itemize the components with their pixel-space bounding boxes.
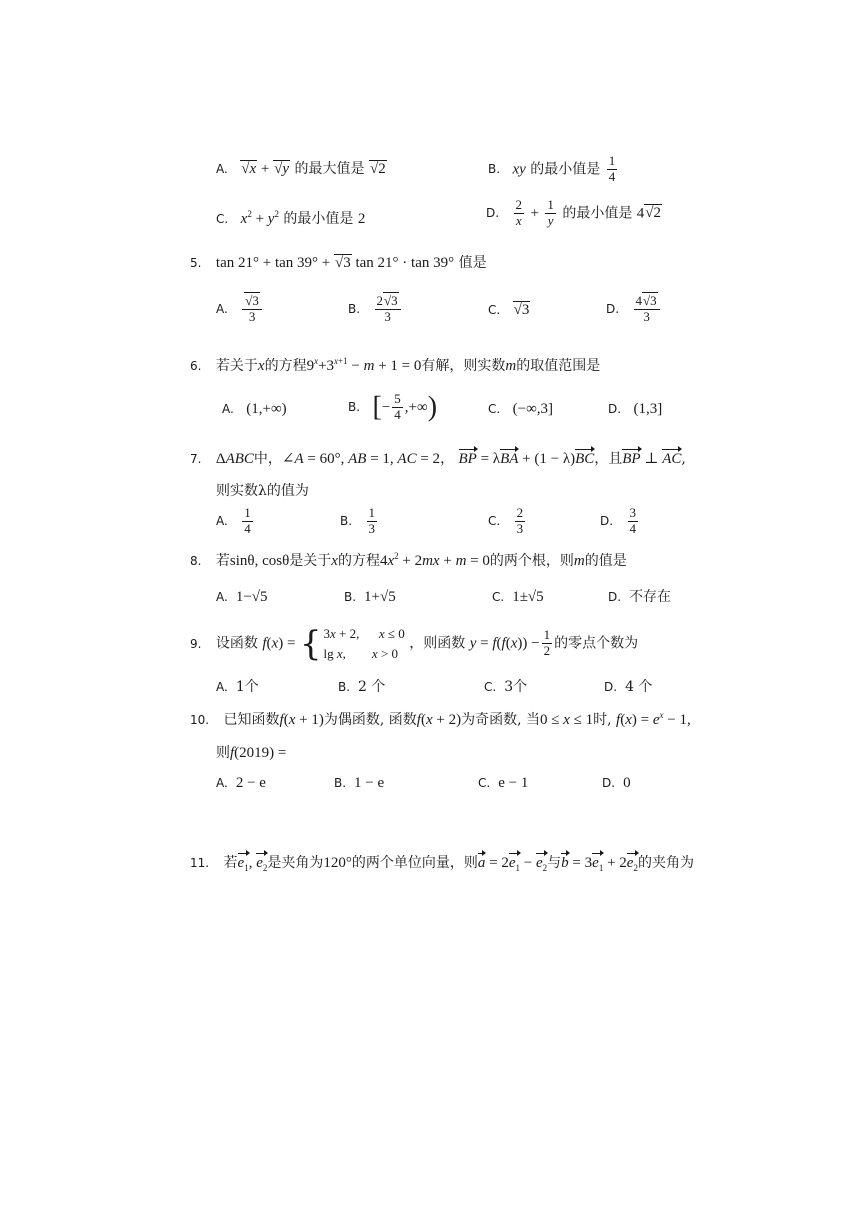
- text: 设函数: [215, 635, 258, 652]
- option-label: C.: [488, 514, 501, 529]
- fraction: $\frac{5}{4}$: [394, 391, 401, 422]
- option-label: C.: [492, 590, 505, 604]
- text: 的最小值是: [283, 211, 354, 227]
- text: 若: [215, 553, 230, 569]
- math: $x^2 + y^2$: [240, 209, 279, 227]
- q5-option-c: [488, 303, 530, 318]
- text: 的取值范围是: [516, 358, 601, 374]
- text: 的夹角为: [637, 855, 694, 871]
- math: BP ⊥ AC: [622, 451, 682, 467]
- option-label: A.: [216, 302, 228, 317]
- math: f(2019) =: [230, 745, 287, 761]
- math: xy: [512, 161, 526, 178]
- math: 1+√5: [364, 589, 396, 605]
- text: 不存在: [629, 589, 672, 605]
- text: 的方程: [264, 358, 307, 374]
- q10-option-b: [334, 776, 384, 791]
- q5-option-b: [348, 294, 403, 325]
- question-number: 7.: [190, 452, 202, 466]
- option-label: B.: [344, 590, 357, 604]
- question-number: 6.: [190, 359, 202, 373]
- option-label: A.: [216, 590, 228, 604]
- math: $4x^2 + 2mx + m = 0$: [379, 551, 490, 569]
- q10-option-d: [602, 776, 631, 791]
- question-number: 10.: [190, 713, 210, 727]
- math: √ 3: [513, 301, 531, 318]
- q4-option-a: [216, 162, 387, 177]
- question-number: 5.: [190, 256, 202, 270]
- question-6: 6. 若关于x的方程$9^x+3^{x+1} - m + 1 = 0$有解，则实数m的取值范围是: [190, 356, 601, 374]
- math: 4√ 2: [637, 204, 662, 221]
- question-10: [190, 711, 691, 728]
- text: 1个: [235, 679, 259, 695]
- text: 是夹角为: [267, 855, 324, 871]
- option-label: C.: [484, 680, 497, 694]
- question-8: 8. 若sinθ, cosθ是关于x的方程$4x^2 + 2mx + m = 0$的两个根，则m的值是: [190, 551, 627, 569]
- question-number: 9.: [190, 636, 202, 651]
- q9-option-c: [484, 680, 527, 694]
- math: (−∞,3]: [512, 401, 554, 417]
- text: 的最大值是: [294, 161, 365, 177]
- fraction: $\frac{1}{2}$: [543, 627, 551, 658]
- text: 时,: [593, 712, 612, 728]
- option-label: A.: [222, 402, 234, 416]
- math: 2: [357, 211, 366, 227]
- math: 1−√5: [235, 589, 268, 605]
- q4-option-c: [216, 210, 365, 227]
- text: 若关于: [215, 358, 258, 374]
- option-label: D.: [604, 680, 618, 694]
- math: √ 2: [369, 160, 387, 177]
- text: 是关于: [289, 553, 332, 569]
- option-label: D.: [486, 206, 500, 221]
- text: 为偶函数, 函数: [323, 712, 417, 728]
- q8-option-a: [216, 590, 268, 605]
- option-label: B.: [334, 776, 347, 790]
- option-label: C.: [488, 303, 501, 317]
- fraction: $\frac{1}{3}$: [368, 505, 375, 536]
- option-label: C.: [488, 402, 501, 416]
- option-label: A.: [216, 776, 228, 790]
- piecewise: { 3x + 2, x ≤ 0 lg x, x > 0: [299, 623, 405, 664]
- text: 3个: [504, 679, 528, 695]
- question-number: 8.: [190, 554, 202, 568]
- q10-option-a: [216, 776, 266, 791]
- math: $b = 3e_1 + 2e_2$: [561, 855, 638, 873]
- math: sinθ, cosθ: [229, 553, 290, 569]
- text: 中，: [253, 451, 282, 467]
- math: 1 − e: [354, 775, 385, 791]
- math: $e_1$, $e_2$: [237, 855, 268, 873]
- fraction: $\frac{2}{3}$: [516, 505, 524, 536]
- option-label: D.: [608, 590, 622, 604]
- text: 已知函数: [223, 712, 280, 728]
- q7-option-b: [340, 506, 379, 537]
- math: y = f(f(x)) −: [469, 635, 540, 652]
- text: 的两个根，则: [489, 553, 574, 569]
- math: $9^x+3^{x+1} - m + 1 = 0$: [306, 356, 422, 374]
- option-label: B.: [340, 514, 353, 529]
- math: ∠A = 60°, AB = 1, AC = 2: [281, 451, 441, 467]
- text: 的值是: [584, 553, 627, 569]
- text: 4 个: [625, 679, 653, 695]
- option-label: D.: [602, 776, 616, 790]
- option-label: A.: [216, 514, 228, 529]
- q9-option-b: [338, 680, 385, 694]
- math: 0 ≤ x ≤ 1: [539, 712, 594, 728]
- math: BP = λBA + (1 − λ)BC: [458, 451, 595, 467]
- math: f(x + 2): [416, 712, 462, 728]
- text: 有解，则实数: [421, 358, 506, 374]
- math: 120°: [323, 855, 352, 871]
- q6-option-d: [608, 402, 662, 417]
- option-label: B.: [348, 302, 361, 317]
- question-7: 7. ΔABC中，∠A = 60°, AB = 1, AC = 2， BP = λBA + (1 − λ)BC，且BP ⊥ AC,: [190, 451, 686, 467]
- q5-option-d: [606, 294, 662, 325]
- fraction: $\frac{2}{x}$: [515, 197, 523, 228]
- text: ，则函数: [409, 635, 466, 652]
- math: (1,3]: [633, 401, 663, 417]
- text: 的零点个数为: [554, 635, 639, 652]
- fraction: $\frac{1}{y}$: [547, 197, 554, 228]
- math: e − 1: [498, 775, 529, 791]
- question-11: [190, 856, 694, 873]
- text: 与: [547, 855, 562, 871]
- option-label: A.: [216, 680, 228, 694]
- q6-option-a: [222, 402, 287, 417]
- text: 的最小值是: [530, 161, 601, 178]
- question-5: [190, 256, 487, 271]
- fraction: √ $\frac{3}{3}$: [242, 294, 262, 325]
- option-label: D.: [606, 302, 620, 317]
- text: 的最小值是: [562, 205, 633, 222]
- text: 的两个单位向量，则: [351, 855, 478, 871]
- q7-option-d: [600, 506, 640, 537]
- math: f(x + 1): [279, 712, 324, 728]
- text: 则: [216, 745, 230, 761]
- option-label: B.: [348, 400, 361, 415]
- q6-option-b: B. [− $\frac{5}{4}$ ,+∞): [348, 391, 438, 423]
- option-label: B.: [488, 162, 501, 177]
- question-7-line-2: 则实数λ的值为: [216, 483, 309, 499]
- option-label: C.: [216, 212, 229, 226]
- fraction: $\frac{1}{4}$: [244, 505, 251, 536]
- fraction: $\frac{4√ 3}{3}$: [634, 294, 660, 325]
- text: 2 个: [358, 679, 386, 695]
- q7-option-a: [216, 506, 255, 537]
- question-10-line-2: [216, 746, 286, 761]
- option-label: C.: [478, 776, 491, 790]
- question-number: 11.: [190, 856, 210, 870]
- fraction: $\frac{2√ 3}{3}$: [375, 294, 401, 325]
- option-label: A.: [216, 162, 228, 176]
- text: ，且: [594, 451, 623, 467]
- option-label: D.: [600, 514, 614, 529]
- math: √ x + √ y: [240, 160, 290, 177]
- text: 的方程: [337, 553, 380, 569]
- math: 1±√5: [512, 589, 544, 605]
- text: 值是: [458, 255, 487, 271]
- math: 2 − e: [235, 775, 266, 791]
- q4-option-b: [488, 154, 619, 185]
- q9-option-d: [604, 680, 652, 694]
- q8-option-b: [344, 590, 396, 605]
- fraction: $\frac{3}{4}$: [629, 505, 637, 536]
- fraction: $\frac{1}{4}$: [608, 153, 616, 184]
- math: (1,+∞): [246, 401, 287, 417]
- math: f(x) =: [262, 635, 296, 652]
- option-label: B.: [338, 680, 351, 694]
- q10-option-c: [478, 776, 528, 791]
- q9-option-a: [216, 680, 259, 694]
- math: ΔABC: [215, 451, 254, 467]
- q6-option-c: [488, 402, 553, 417]
- math: 0: [623, 775, 631, 791]
- option-label: D.: [608, 402, 622, 416]
- q7-option-c: [488, 506, 527, 537]
- q5-option-a: [216, 294, 264, 325]
- q8-option-d: [608, 590, 671, 604]
- question-9: [190, 624, 638, 663]
- math: $f(x) = e^x - 1$,: [616, 710, 691, 728]
- math: tan 21° + tan 39° + √ 3 tan 21° · tan 39°: [216, 254, 454, 271]
- text: 为奇函数, 当: [461, 712, 540, 728]
- q4-option-d: D. $\frac{2}{x}$ + $\frac{1}{y}$ 的最小值是 4√ 2: [486, 198, 662, 229]
- math: $a = 2e_1 - e_2$: [477, 855, 548, 873]
- text: 若: [223, 855, 238, 871]
- q8-option-c: [492, 590, 544, 605]
